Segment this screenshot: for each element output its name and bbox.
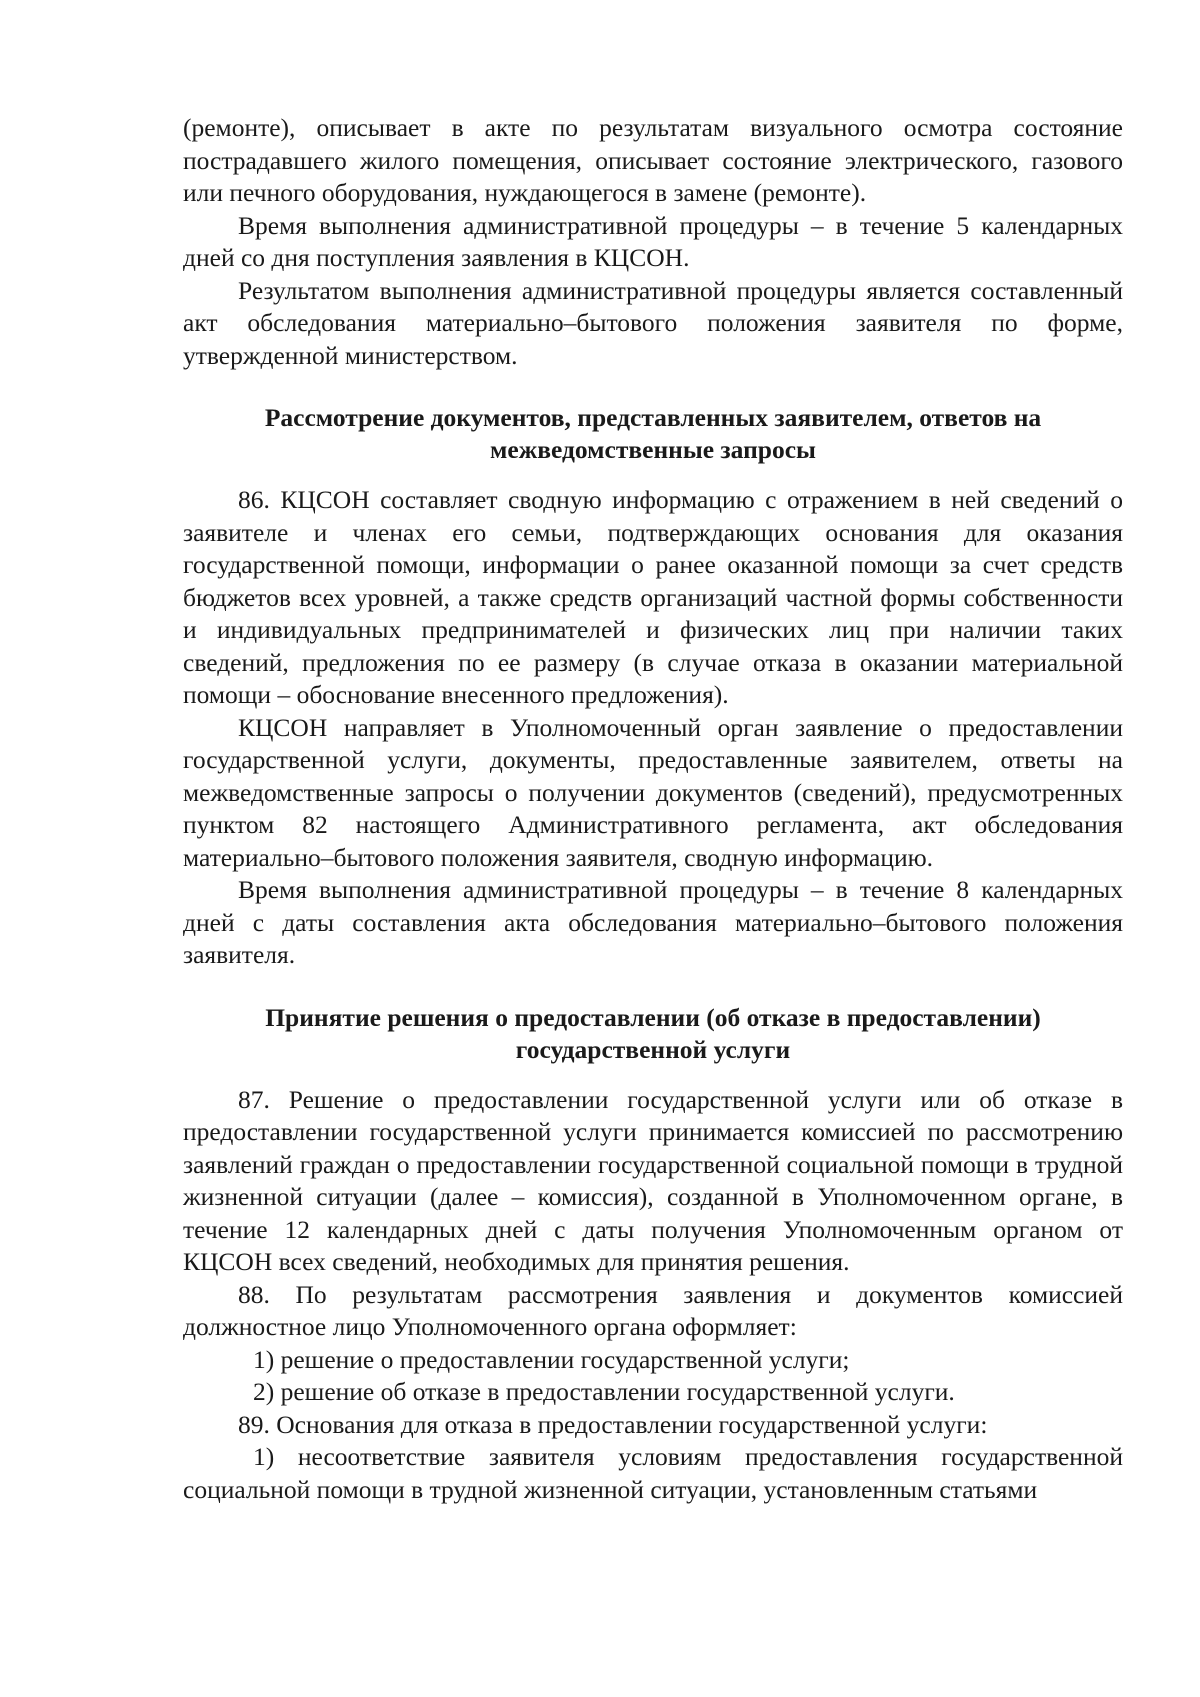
paragraph-kcson-sends: КЦСОН направляет в Уполномоченный орган заявление о предоставлении государственной услуги, документы, предоставленные заявителем, ответы на межведомственные запросы о получении документов (сведений), предусмотренных пунктом 82 настоящего Административного регламента, акт обследования материально–бытового положения заявителя, сводную информацию. xyxy=(183,712,1123,872)
paragraph-result-act: Результатом выполнения административной процедуры является составленный акт обследования материально–бытового положения заявителя по форме, утвержденной министерством. xyxy=(183,275,1123,370)
paragraph-88: 88. По результатам рассмотрения заявления и документов комиссией должностное лицо Уполномоченного органа оформляет: xyxy=(183,1279,1123,1341)
paragraph-continuation: (ремонте), описывает в акте по результатам визуального осмотра состояние пострадавшего жилого помещения, описывает состояние электрического, газового или печного оборудования, нуждающегося в замене (ремонте). xyxy=(183,113,1123,207)
document-page xyxy=(183,112,1123,1506)
paragraph-89: 89. Основания для отказа в предоставлении государственной услуги: xyxy=(238,1409,988,1439)
list-item-88-1: 1) решение о предоставлении государственной услуги; xyxy=(253,1344,850,1374)
paragraph-87: 87. Решение о предоставлении государственной услуги или об отказе в предоставлении государственной услуги принимается комиссией по рассмотрению заявлений граждан о предоставлении государственной социальной помощи в трудной жизненной ситуации (далее – комиссия), созданной в Уполномоченном органе, в течение 12 календарных дней с даты получения Уполномоченным органом от КЦСОН всех сведений, необходимых для принятия решения. xyxy=(183,1084,1123,1276)
paragraph-86: 86. КЦСОН составляет сводную информацию с отражением в ней сведений о заявителе и членах его семьи, подтверждающих основания для оказания государственной помощи, информации о ранее оказанной помощи за счет средств бюджетов всех уровней, а также средств организаций частной формы собственности и индивидуальных предпринимателей и физических лиц при наличии таких сведений, предложения по ее размеру (в случае отказа в оказании материальной помощи – обоснование внесенного предложения). xyxy=(183,485,1123,709)
section-decision xyxy=(183,1002,1123,1507)
list-item-89-1: 1) несоответствие заявителя условиям предоставления государственной социальной помощи в трудной жизненной ситуации, установленным статьями xyxy=(183,1442,1123,1504)
section-review xyxy=(183,402,1123,972)
list-item-88-2: 2) решение об отказе в предоставлении государственной услуги. xyxy=(253,1377,955,1406)
continuation-block xyxy=(183,112,1123,372)
section-heading-review: Рассмотрение документов, представленных заявителем, ответов на межведомственные запросы xyxy=(264,403,1042,464)
paragraph-time-5-days: Время выполнения административной процедуры – в течение 5 календарных дней со дня поступления заявления в КЦСОН. xyxy=(183,210,1123,272)
paragraph-time-8-days: Время выполнения административной процедуры – в течение 8 календарных дней с даты составления акта обследования материально–бытового положения заявителя. xyxy=(183,875,1123,969)
section-heading-decision: Принятие решения о предоставлении (об отказе в предоставлении) государственной услуги xyxy=(265,1002,1041,1064)
